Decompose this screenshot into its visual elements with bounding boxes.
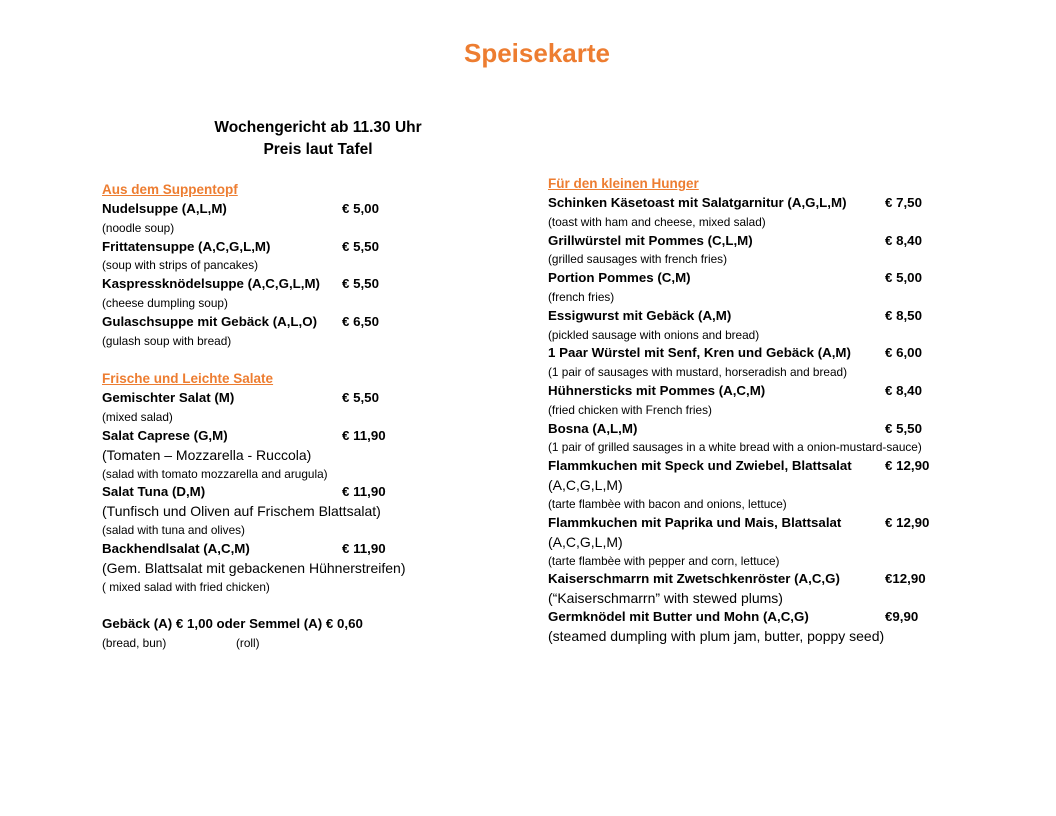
item-price: € 7,50: [885, 195, 922, 210]
bread-translation: [102, 634, 502, 653]
left-column: [102, 180, 502, 653]
menu-item-name: [548, 269, 1018, 288]
item-price: € 5,50: [885, 420, 922, 436]
menu-item-name: [102, 483, 502, 502]
menu-item-name: [102, 238, 502, 257]
item-translation: (pickled sausage with onions and bread): [548, 327, 760, 342]
item-price: € 6,50: [342, 313, 379, 329]
item-price: € 11,90: [342, 484, 386, 500]
item-translation: (soup with strips of pancakes): [102, 258, 259, 273]
section-title-salads: Frische und Leichte Salate: [102, 371, 274, 387]
item-name: Hühnersticks mit Pommes (A,C,M): [548, 382, 766, 398]
item-detail: (steamed dumpling with plum jam, butter, poppy seed): [548, 627, 885, 644]
right-column: [548, 174, 1018, 646]
item-name: Salat Tuna (D,M): [102, 484, 206, 500]
item-detail: (A,C,G,L,M): [548, 533, 623, 550]
item-price: €12,90: [885, 571, 926, 587]
page-title: Speisekarte: [464, 38, 610, 68]
weekly-special-time: Wochengericht ab 11.30 Uhr: [214, 119, 422, 136]
item-translation: (grilled sausages with french fries): [548, 252, 727, 267]
bread-line: Gebäck (A) € 1,00 oder Semmel (A) € 0,60: [102, 616, 363, 632]
menu-item-name: [548, 194, 1018, 213]
item-detail: (Gem. Blattsalat mit gebackenen Hühnerstreifen): [102, 559, 406, 576]
menu-item-name: [102, 427, 502, 446]
weekly-special: [168, 117, 468, 161]
menu-item-name: [102, 540, 502, 559]
item-price: € 11,90: [342, 540, 386, 556]
roll-translation: (roll): [236, 636, 260, 651]
bread-bun-translation: (bread, bun): [102, 636, 167, 651]
menu-item-name: [548, 382, 1018, 401]
item-name: Grillwürstel mit Pommes (C,L,M): [548, 232, 753, 248]
item-translation: (noodle soup): [102, 220, 175, 235]
item-detail: (“Kaiserschmarrn” with stewed plums): [548, 590, 783, 607]
item-translation: (tarte flambèe with bacon and onions, lettuce): [548, 496, 787, 511]
menu-item-name: [102, 200, 502, 219]
item-translation: (salad with tomato mozzarella and arugula): [102, 466, 328, 481]
item-price: € 8,50: [885, 307, 922, 323]
menu-item-name: [548, 457, 1018, 476]
section-title-small-hunger: Für den kleinen Hunger: [548, 176, 699, 191]
menu-item-name: [548, 514, 1018, 533]
item-name: Gemischter Salat (M): [102, 390, 235, 406]
item-name: 1 Paar Würstel mit Senf, Kren und Gebäck (A,M): [548, 345, 851, 361]
item-translation: ( mixed salad with fried chicken): [102, 579, 270, 594]
item-name: Gulaschsuppe mit Gebäck (A,L,O): [102, 313, 318, 329]
item-price: € 5,50: [342, 276, 379, 292]
item-translation: (toast with ham and cheese, mixed salad): [548, 214, 766, 229]
item-name: Frittatensuppe (A,C,G,L,M): [102, 238, 271, 254]
item-name: Kaiserschmarrn mit Zwetschkenröster (A,C,G): [548, 571, 840, 587]
item-price: € 12,90: [885, 458, 930, 474]
item-price: € 5,50: [342, 238, 379, 254]
item-translation: (salad with tuna and olives): [102, 523, 245, 538]
item-translation: (french fries): [548, 289, 615, 304]
item-translation: (tarte flambèe with pepper and corn, lettuce): [548, 553, 780, 568]
item-name: Germknödel mit Butter und Mohn (A,C,G): [548, 609, 809, 625]
menu-item-name: [548, 420, 1018, 439]
menu-item-name: [548, 232, 1018, 251]
item-translation: (cheese dumpling soup): [102, 295, 228, 310]
weekly-special-price: Preis laut Tafel: [263, 141, 373, 158]
item-detail: (Tomaten – Mozzarella - Ruccola): [102, 446, 312, 463]
item-price: € 5,00: [885, 270, 922, 286]
menu-item-name: [548, 307, 1018, 326]
item-price: € 6,00: [885, 345, 922, 361]
item-price: € 8,40: [885, 382, 922, 398]
item-name: Nudelsuppe (A,L,M): [102, 201, 227, 216]
menu-item-name: [102, 275, 502, 294]
spacer: [102, 350, 502, 369]
item-name: Flammkuchen mit Paprika und Mais, Blattsalat: [548, 514, 842, 530]
item-translation: (1 pair of sausages with mustard, horseradish and bread): [548, 365, 848, 380]
menu-item-name: [102, 313, 502, 332]
item-name: Essigwurst mit Gebäck (A,M): [548, 307, 732, 323]
item-translation: (fried chicken with French fries): [548, 402, 712, 417]
item-price: €9,90: [885, 609, 919, 625]
item-price: € 12,90: [885, 514, 930, 530]
item-translation: (mixed salad): [102, 409, 173, 424]
item-detail: (A,C,G,L,M): [548, 476, 623, 493]
menu-item-name: [102, 389, 502, 408]
item-name: Backhendlsalat (A,C,M): [102, 540, 250, 556]
item-name: Salat Caprese (G,M): [102, 427, 228, 443]
item-price: € 11,90: [342, 427, 386, 443]
item-name: Kaspressknödelsuppe (A,C,G,L,M): [102, 276, 320, 292]
section-title-soups: Aus dem Suppentopf: [102, 182, 238, 197]
item-name: Schinken Käsetoast mit Salatgarnitur (A,G,L,M): [548, 195, 847, 210]
item-price: € 5,00: [342, 201, 379, 216]
item-name: Bosna (A,L,M): [548, 420, 638, 436]
item-translation: (1 pair of grilled sausages in a white bread with a onion-mustard-sauce): [548, 440, 922, 455]
item-name: Flammkuchen mit Speck und Zwiebel, Blattsalat: [548, 458, 852, 474]
spacer: [102, 597, 502, 616]
menu-item-name: [548, 570, 1018, 589]
item-name: Portion Pommes (C,M): [548, 270, 691, 286]
item-translation: (gulash soup with bread): [102, 333, 232, 348]
item-price: € 5,50: [342, 390, 379, 406]
menu-item-name: [548, 608, 1018, 627]
menu-item-name: [548, 344, 1018, 363]
item-price: € 8,40: [885, 232, 922, 248]
item-detail: (Tunfisch und Oliven auf Frischem Blattsalat): [102, 503, 381, 520]
